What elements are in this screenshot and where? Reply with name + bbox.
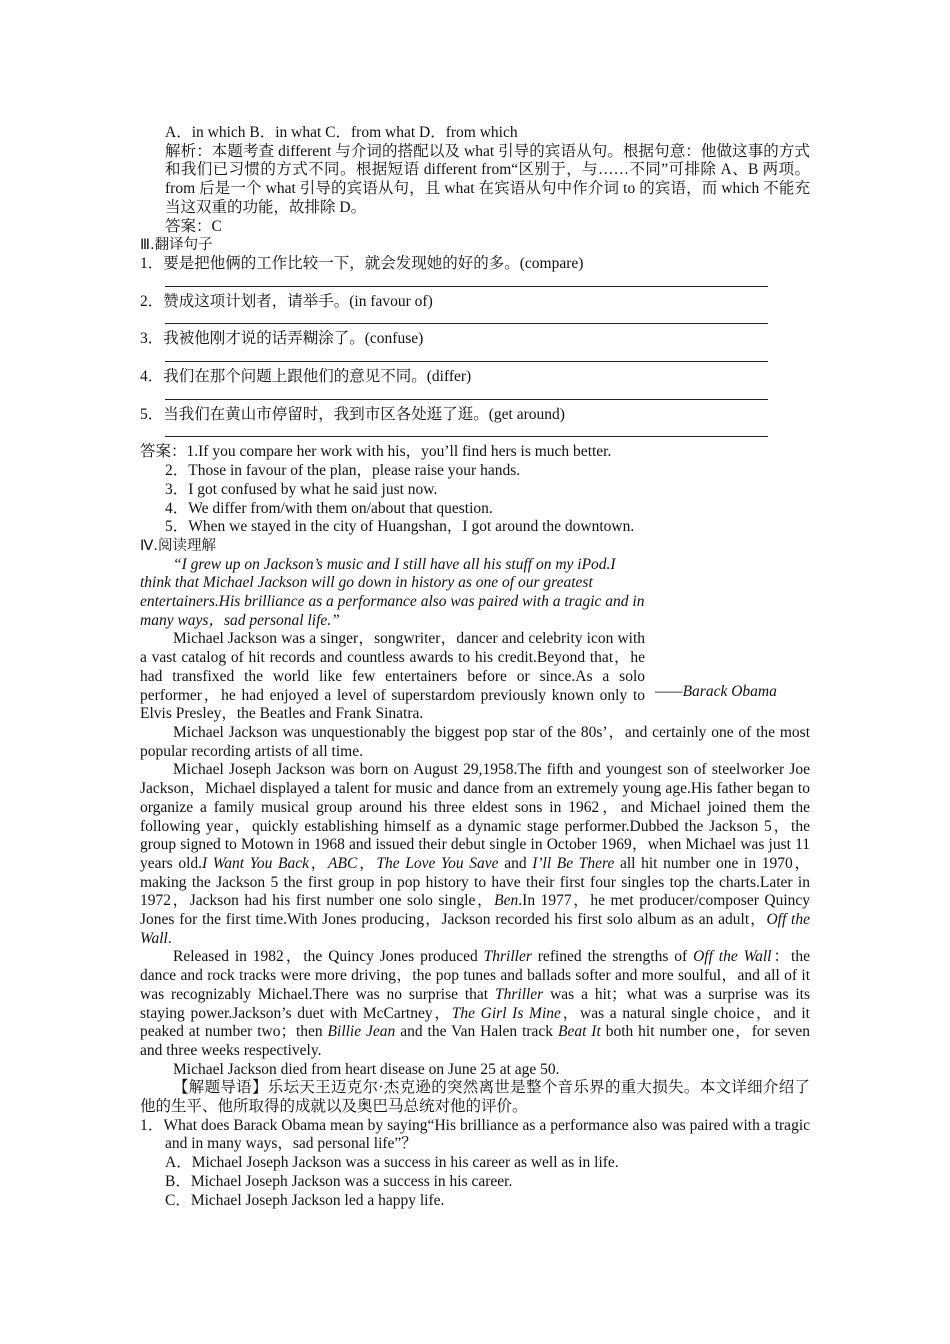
song-title: I Want You Back bbox=[202, 854, 310, 872]
prev-question-analysis: 解析：本题考查 different 与介词的搭配以及 what 引导的宾语从句。根据句意：他做这事的方式和我们已习惯的方式不同。根据短语 different from“区别于，与……不同”可排除 A、B 两项。from 后是一个 what 引导的宾语从句，且 what 在宾语从句中作介词 to 的宾语，而 which 不能充当这双重的功能，故排除 D。 bbox=[165, 142, 810, 216]
translation-answer: 3．I got confused by what he said just now. bbox=[165, 480, 438, 498]
passage-paragraph-1: Michael Jackson was a singer，songwriter，dancer and celebrity icon with a vast catalog of hit records and countless awards to his credit.Beyond that，he had transfixed the world like few entertainers before or since.As a solo performer，he had enjoyed a level of superstardom previously known only to Elvis Presley，the Beatles and Frank Sinatra. bbox=[140, 630, 645, 723]
translation-answer: 5．When we stayed in the city of Huangshan，I got around the downtown. bbox=[165, 518, 635, 536]
question-1-option-c[interactable]: C．Michael Joseph Jackson led a happy life. bbox=[165, 1191, 445, 1209]
translation-answer: 4．We differ from/with them on/about that question. bbox=[165, 499, 493, 517]
song-title: The Love You Save bbox=[376, 854, 499, 872]
prev-question-answer: 答案：C bbox=[165, 217, 222, 235]
song-title: The Girl Is Mine bbox=[451, 1004, 561, 1022]
reading-guide: 【解题导语】乐坛天王迈克尔·杰克逊的突然离世是整个音乐界的重大损失。本文详细介绍了他的生平、他所取得的成就以及奥巴马总统对他的评价。 bbox=[140, 1079, 810, 1116]
album-title: Thriller bbox=[483, 948, 532, 966]
passage-paragraph-2: Michael Jackson was unquestionably the biggest pop star of the 80s’，and certainly one of the most popular recording artists of all time. bbox=[140, 723, 810, 760]
song-title: Beat It bbox=[557, 1023, 601, 1041]
song-title: Ben bbox=[494, 892, 519, 910]
passage-paragraph-3: Michael Joseph Jackson was born on August 29,1958.The fifth and youngest son of steelworker Joe Jackson，Michael displayed a talent for music and dance from an extremely young age.His father began to organize a family musical group around his three eldest sons in 1962，and Michael joined them the following year，quickly establishing himself as a dynamic stage performer.Dubbed the Jackson 5，the group signed to Motown in 1968 and issued their debut single in October 1969，when Michael was just 11 years old.I Want You Back，ABC，The Love You Save and I’ll Be There all hit number one in 1970，making the Jackson 5 the first group in pop history to have their first four singles top the charts.Later in 1972，Jackson had his first number one solo single，Ben.In 1977，he met producer/composer Quincy Jones for the first time.With Jones producing，Jackson recorded his first solo album as an adult，Off the Wall. bbox=[140, 761, 811, 947]
section-3-title: Ⅲ.翻译句子 bbox=[140, 237, 213, 254]
answer-blank[interactable] bbox=[165, 387, 768, 400]
album-title: Off the Wall bbox=[693, 948, 772, 966]
question-1-option-b[interactable]: B．Michael Joseph Jackson was a success in his career. bbox=[165, 1172, 513, 1190]
translation-item: 4．我们在那个问题上跟他们的意见不同。(differ) bbox=[140, 368, 472, 386]
passage-paragraph-4: Released in 1982，the Quincy Jones produced Thriller refined the strengths of Off the Wall：the dance and rock tracks were more driving，the pop tunes and ballads softer and more soulful，and all of it was recognizably Michael.There was no surprise that Thriller was a hit；what was a surprise was its staying power.Jackson’s duet with McCartney，The Girl Is Mine，was a natural single choice，and it peaked at number two；then Billie Jean and the Van Halen track Beat It both hit number one，for seven and three weeks respectively. bbox=[140, 948, 810, 1059]
album-title: Off the Wall bbox=[140, 911, 810, 947]
quote-author: ——Barack Obama bbox=[655, 683, 777, 700]
translation-item: 3．我被他刚才说的话弄糊涂了。(confuse) bbox=[140, 330, 424, 348]
answer-blank[interactable] bbox=[165, 311, 768, 324]
prev-question-options: A．in which B．in what C．from what D．from which bbox=[165, 124, 518, 141]
question-1-option-a[interactable]: A．Michael Joseph Jackson was a success in his career as well as in life. bbox=[165, 1154, 619, 1172]
translation-item: 5．当我们在黄山市停留时，我到市区各处逛了逛。(get around) bbox=[140, 405, 565, 423]
translation-answer: 答案：1.If you compare her work with his，you’ll find hers is much better. bbox=[140, 443, 612, 461]
album-title: Thriller bbox=[494, 985, 544, 1003]
song-title: ABC bbox=[328, 854, 358, 872]
obama-quote: “I grew up on Jackson’s music and I still have all his stuff on my iPod.I think that Michael Jackson will go down in history as one of our greatest entertainers.His brilliance as a performance also was paired with a tragic and in many ways，sad personal life.” bbox=[140, 555, 645, 629]
song-title: I’ll Be There bbox=[532, 854, 615, 872]
answer-blank[interactable] bbox=[165, 349, 768, 362]
answer-blank[interactable] bbox=[165, 274, 768, 287]
song-title: Billie Jean bbox=[327, 1023, 396, 1041]
passage-paragraph-5: Michael Jackson died from heart disease on June 25 at age 50. bbox=[173, 1060, 560, 1078]
section-4-title: Ⅳ.阅读理解 bbox=[140, 537, 216, 554]
question-1-stem: 1．What does Barack Obama mean by saying“His brilliance as a performance also was paired with a tragic and in many ways，sad personal life”？ bbox=[140, 1116, 810, 1153]
translation-item: 1．要是把他俩的工作比较一下，就会发现她的好的多。(compare) bbox=[140, 254, 584, 272]
answer-blank[interactable] bbox=[165, 424, 768, 437]
document-page bbox=[140, 124, 810, 1210]
translation-answer: 2．Those in favour of the plan，please raise your hands. bbox=[165, 462, 521, 480]
translation-item: 2．赞成这项计划者，请举手。(in favour of) bbox=[140, 292, 433, 310]
